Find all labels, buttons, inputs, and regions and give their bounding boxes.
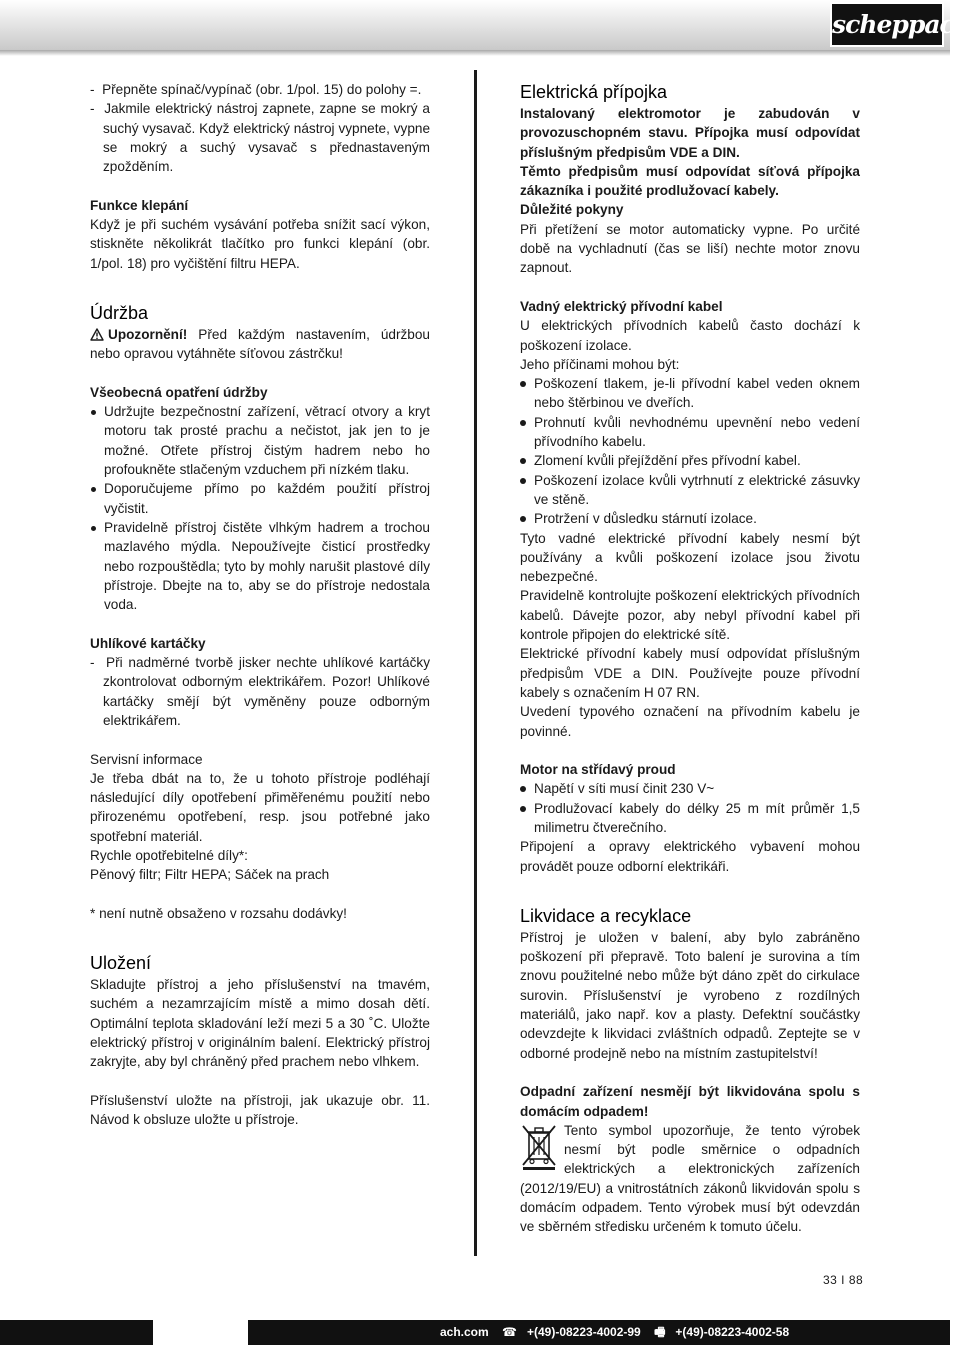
waste-heading: Odpadní zařízení nesmějí být likvidována spolu s domácím odpadem! [520, 1084, 860, 1119]
disposal-text: Přístroj je uložen v balení, aby bylo zabráněno poškození při přepravě. Toto balení je surovina a tím znovu použitelné nebo může být dáno zpět do cirkulace surovin. Příslušenství je vyrobeno z rozdílných materiálů, jako např. kov a plasty. Defektní součástky odevzdejte k likvidaci zvláštních odpadů. Zeptejte se v odborné prodejně nebo na místním zastupitelství! [520, 929, 860, 1061]
storage-heading: Uložení [90, 953, 152, 974]
footer-contact [440, 1325, 799, 1340]
cable-item: Protržení v důsledku stárnutí izolace. [520, 509, 860, 528]
general-item: Udržujte bezpečnostní zařízení, větrací otvory a kryt motoru tak prosté prachu a nečistot, jak jen to je možné. Otřete přístroj čistým hadrem nebo ho profoukněte stlačeným vzduchem při nízkém tlaku. [90, 402, 430, 479]
brushes-heading: Uhlíkové kartáčky [90, 635, 206, 651]
crossed-bin-icon [520, 1123, 558, 1171]
footer-web: ach.com [440, 1325, 489, 1339]
cable-item: Poškození tlakem, je-li přívodní kabel veden oknem nebo štěrbinou ve dveřích. [520, 374, 860, 413]
cable-item: Zlomení kvůli přejíždění přes přívodní kabel. [520, 451, 860, 470]
cable-text-6: Uvedení typového označení na přívodním kabelu je povinné. [520, 704, 860, 739]
warning-label: Upozornění! [108, 326, 188, 342]
general-item: Pravidelně přístroj čistěte vlhkým hadrem a trochou mazlavého mýdla. Nepoužívejte čisticí prostředky nebo rozpouštědla; tyto by mohly narušit plastové díly přístroje. Dbejte na to, aby se do přístroje nedostala voda. [90, 518, 430, 614]
maintenance-heading: Údržba [90, 302, 149, 323]
storage-text: Skladujte přístroj a jeho příslušenství na tmavém, suchém a nezamrzajícím místě a mimo dosah dětí. Optimální teplota skladování leží mezi 5 a 30 ˚C. Uložte elektrický přístroj v originálním balení. Elektrický přístroj zakryjte, aby byl chráněný před prachem nebo vlhkem. [90, 977, 430, 1070]
disposal-heading: Likvidace a recyklace [520, 905, 692, 926]
notes-text: Při přetížení se motor automaticky vypne. Po určité době na vychladnutí (čas se liší) nechte motor znovu zapnout. [520, 221, 860, 276]
brushes-item: - Při nadměrné tvorbě jisker nechte uhlíkové kartáčky zkontrolovat odborným elektrikářem. Pozor! Uhlíkové kartáčky smějí být vyměněny pouze odborným elektrikářem. [90, 655, 430, 728]
wear-parts-label: Rychle opotřebitelné díly*: [90, 847, 248, 863]
wear-parts: Pěnový filtr; Filtr HEPA; Sáček na prach [90, 867, 330, 883]
phone-icon: ☎ [502, 1325, 517, 1339]
cable-item: Poškození izolace kvůli vytrhnutí z elektrické zásuvky ve stěně. [520, 471, 860, 510]
header-bar [0, 0, 950, 50]
footnote: * není nutně obsaženo v rozsahu dodávky! [90, 905, 347, 921]
service-heading: Servisní informace [90, 751, 203, 767]
intro-item: - Jakmile elektrický nástroj zapnete, zapne se mokrý a suchý vysavač. Když elektrický nástroj vypnete, vypne se mokrý a suchý vysavač s přednastaveným zpožděním. [90, 101, 430, 175]
general-item: Doporučujeme přímo po každém použití přístroj vyčistit. [90, 479, 430, 518]
cable-text-2: Jeho příčinami mohou být: [520, 356, 680, 372]
ac-text: Připojení a opravy elektrického vybavení mohou provádět pouze odborní elektrikáři. [520, 839, 860, 874]
electrical-heading: Elektrická přípojka [520, 82, 668, 102]
cable-text-1: U elektrických přívodních kabelů často dochází k poškození izolace. [520, 318, 860, 353]
cable-text-4: Pravidelně kontrolujte poškození elektrických přívodních kabelů. Dávejte pozor, aby nebyl přívodní kabel při kontrole připojen do elektrické sítě. [520, 588, 860, 643]
fax-icon: 🖷 [654, 1325, 666, 1339]
column-divider [474, 70, 477, 1256]
general-heading: Všeobecná opatření údržby [90, 384, 268, 400]
waste-text: Tento symbol upozorňuje, že tento výrobek nesmí být podle směrnice o odpadních elektrických a elektronických zařízeních (2012/19/EU) a vnitrostátních zákonů likvidován spolu s domácím odpadem. Tento výrobek musí být odevzdán ve sběrném středisku určeném k tomuto účelu. [520, 1122, 860, 1235]
tapping-heading: Funkce klepání [90, 197, 189, 213]
footer-fax: +(49)-08223-4002-58 [675, 1325, 790, 1339]
page-number: 33 I 88 [823, 1273, 864, 1287]
footer-gap [153, 1320, 248, 1345]
warning-triangle-icon [90, 328, 104, 341]
right-column [520, 80, 860, 1237]
brand-logo: scheppach [830, 2, 944, 47]
header-shadow [0, 50, 950, 56]
left-column [90, 80, 430, 1130]
cable-heading: Vadný elektrický přívodní kabel [520, 298, 723, 314]
ac-heading: Motor na střídavý proud [520, 762, 676, 778]
warning-body: Před každým nastavením, údržbou nebo opravou vytáhněte síťovou zástrčku! [90, 326, 430, 362]
notes-heading: Důležité pokyny [520, 202, 624, 218]
ac-item: Prodlužovací kabely do délky 25 m mít průměr 1,5 milimetru čtverečního. [520, 799, 860, 838]
warning-text [90, 325, 430, 364]
footer-phone: +(49)-08223-4002-99 [526, 1325, 641, 1339]
electrical-bold-1: Instalovaný elektromotor je zabudován v provozuschopném stavu. Přípojka musí odpovídat příslušným předpisům VDE a DIN. [520, 106, 860, 160]
ac-item: Napětí v síti musí činit 230 V~ [520, 779, 860, 798]
tapping-text: Když je při suchém vysávání potřeba snížit sací výkon, stiskněte několikrát tlačítko pro funkci klepání (obr. 1/pol. 18) pro vyčištění filtru HEPA. [90, 217, 430, 271]
service-text: Je třeba dbát na to, že u tohoto přístroje podléhají následující díly opotřebení přiměřenému použití nebo přirozenému opotřebení, resp. jsou potřebné jako spotřební materiál. [90, 770, 430, 844]
cable-text-3: Tyto vadné elektrické přívodní kabely nesmí být používány a kvůli poškození izolace jsou životu nebezpečné. [520, 530, 860, 585]
cable-text-5: Elektrické přívodní kabely musí odpovídat příslušným předpisům VDE a DIN. Používejte pouze přívodní kabely s označením H 07 RN. [520, 646, 860, 700]
cable-item: Prohnutí kvůli nevhodnému upevnění nebo vedení přívodního kabelu. [520, 413, 860, 452]
storage-text-2: Příslušenství uložte na přístroji, jak ukazuje obr. 11. Návod k obsluze uložte u přístroje. [90, 1092, 430, 1128]
intro-item: - Přepněte spínač/vypínač (obr. 1/pol. 15) do polohy =. [90, 82, 422, 97]
electrical-bold-2: Těmto předpisům musí odpovídat síťová přípojka zákazníka i použité prodlužovací kabely. [520, 163, 860, 199]
